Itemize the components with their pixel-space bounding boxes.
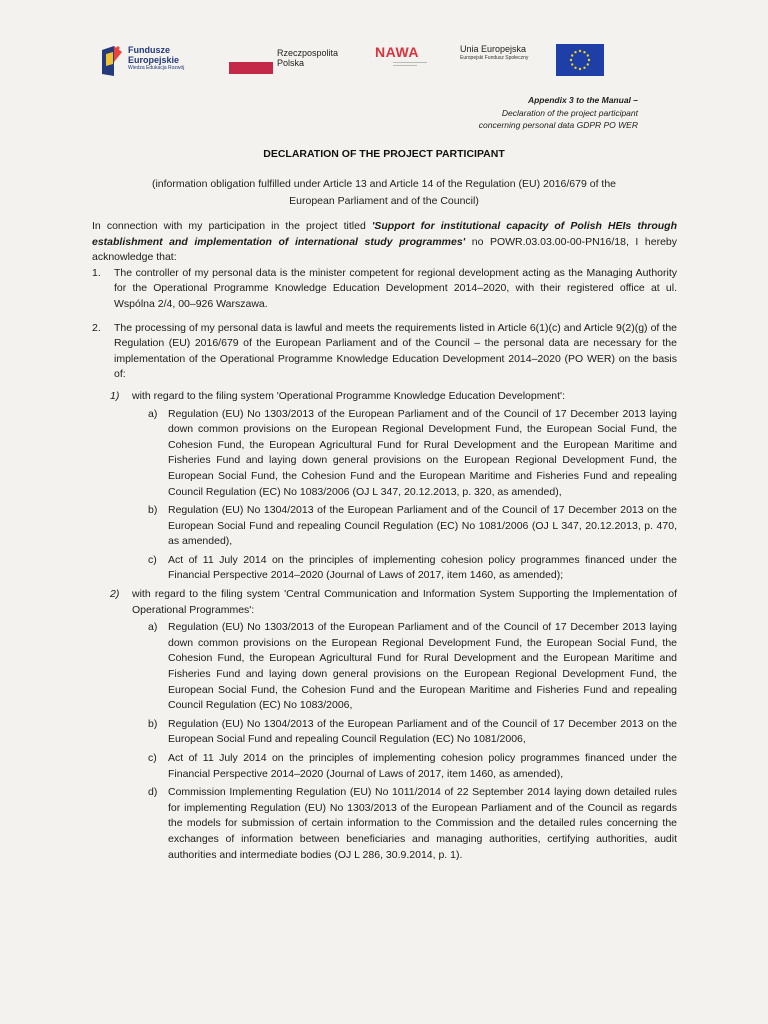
letter-text: Regulation (EU) No 1304/2013 of the European Parliament and of the Council of 17 December 2013 on the European Social Fund and repealing Council Regulation (EC) No 1081/2006 (OJ L 347, 20.12.2013, p. 470, as amended), [168,504,677,548]
intro-after: no POWR.03.03.00-00-PN16/18, I hereby acknowledge that: [92,235,677,264]
letter-text: Regulation (EU) No 1303/2013 of the European Parliament and of the Council of 17 December 2013 laying down common provisions on the European Regional Development Fund, the European Social Fund, the Cohesion Fund, the European Agricultural Fund for Rural Development and the European Maritime and Fisheries Fund and laying down general provisions on the European Regional Development Fund, the European Social Fund, the Cohesion Fund and the European Maritime and Fisheries Fund and repealing Council Regulation (EC) No 1083/2006 (OJ L 347, 20.12.2013, p. 320, as amended), [168,407,677,498]
letter-list [132,620,677,863]
letter-text: Act of 11 July 2014 on the principles of implementing cohesion policy programmes financed under the Financial Perspective 2014–2020 (Journal of Laws of 2017, item 1460, as amended); [168,553,677,582]
sub-list-item [110,587,677,863]
letter-label: d) [148,786,158,799]
letter-list [132,407,677,585]
letter-label: a) [148,621,158,634]
fundusze-europejskie-text [128,45,184,72]
letter-item [148,407,677,501]
intro-before: In connection with my participation in the project titled [92,220,372,232]
ue-text [460,44,528,62]
fe-title-line1: Fundusze [128,45,170,55]
sub-list [110,389,677,863]
list-item [92,321,677,864]
fe-title-line2: Europejskie [128,55,180,65]
appendix-note [278,94,638,132]
ue-title: Unia Europejska [460,44,527,54]
fundusze-europejskie-emblem-icon [100,44,124,78]
sub-list-item [110,389,677,584]
appendix-line2: Declaration of the project participant [501,107,638,118]
rp-line1: Rzeczpospolita [277,48,339,58]
appendix-line1: Appendix 3 to the Manual – [527,95,638,105]
letter-label: b) [148,504,158,517]
project-title: 'Support for institutional capacity of Polish HEIs through establishment and implementation of international study programmes' [92,220,677,248]
letter-label: c) [148,752,157,764]
letter-item [148,553,677,584]
list-item [92,266,677,313]
letter-item [148,751,677,782]
letter-text: Regulation (EU) No 1304/2013 of the European Parliament and of the Council of 17 December 2013 on the European Social Fund and repealing Council Regulation (EC) No 1081/2006, [168,717,677,746]
sub-item-number: 1) [110,389,120,402]
letter-item [148,503,677,550]
rp-text [277,48,338,68]
letter-label: a) [148,407,158,420]
sub-item-number: 2) [110,588,120,601]
item-text: The processing of my personal data is lawful and meets the requirements listed in Article 6(1)(c) and Article 9(2)(g) of the Regulation (EU) 2016/679 of the European Parliament and of the Council – the personal data are necessary for the implementation of the Operational Programme Knowledge Education Development 2014–2020 (PO WER) on the basis of: [114,321,677,381]
sub-item-text: with regard to the filing system 'Central Communication and Information System Supporting the Implementation of Operational Programmes': [132,588,677,616]
letter-label: c) [148,553,157,566]
ue-subtitle: Europejski Fundusz Społeczny [460,55,529,61]
rp-line2: Polska [277,58,305,68]
item-text: The controller of my personal data is the minister competent for regional development acting as the Managing Authority for the Operational Programme Knowledge Education Development 2014–2020, with their registered office at ul. Wspólna 2/4, 00–926 Warszawa. [114,266,677,310]
item-number: 1. [92,266,101,279]
polish-flag-icon [229,62,273,74]
item-number: 2. [92,321,101,334]
logo-bar [0,42,768,82]
letter-label: b) [148,717,158,730]
letter-text: Regulation (EU) No 1303/2013 of the European Parliament and of the Council of 17 December 2013 laying down common provisions on the European Regional Development Fund, the European Social Fund, the Cohesion Fund, the European Agricultural Fund for Rural Development and the European Maritime and Fisheries Fund and laying down general provisions on the European Regional Development Fund, the European Social Fund, the Cohesion Fund and the European Maritime and Fisheries Fund and repealing Council Regulation (EC) No 1083/2006, [168,621,677,712]
letter-text: Commission Implementing Regulation (EU) No 1011/2014 of 22 September 2014 laying down detailed rules for implementing Regulation (EU) No 1303/2013 of the European Parliament and of the Council as regards the models for submission of certain information to the Commission and the detailed rules concerning the exchanges of information between beneficiaries and managing authorities, certifying authorities, audit authorities and intermediate bodies (OJ L 286, 30.9.2014, p. 1). [168,786,677,861]
letter-item [148,620,677,714]
letter-text: Act of 11 July 2014 on the principles of implementing cohesion policy programmes financed under the Financial Perspective 2014–2020 (Journal of Laws of 2017, item 1460, as amended), [168,752,677,780]
appendix-line3: concerning personal data GDPR PO WER [478,120,638,130]
document-body [92,219,677,871]
document-subtitle: (information obligation fulfilled under Article 13 and Article 14 of the Regulation (EU) 2016/679 of the European Parliament and of the Council) [151,178,617,207]
fe-subtitle: Wiedza Edukacja Rozwój [128,65,185,71]
nawa-wordmark: NAWA [375,44,419,60]
eu-flag-icon [556,44,604,76]
letter-item [148,785,677,863]
document-title: DECLARATION OF THE PROJECT PARTICIPANT [263,148,505,160]
intro-paragraph [92,219,677,266]
nawa-logo [375,44,427,66]
letter-item [148,717,677,748]
nawa-tagline-graphic [393,62,427,66]
sub-item-text: with regard to the filing system 'Operational Programme Knowledge Education Development': [132,389,565,402]
